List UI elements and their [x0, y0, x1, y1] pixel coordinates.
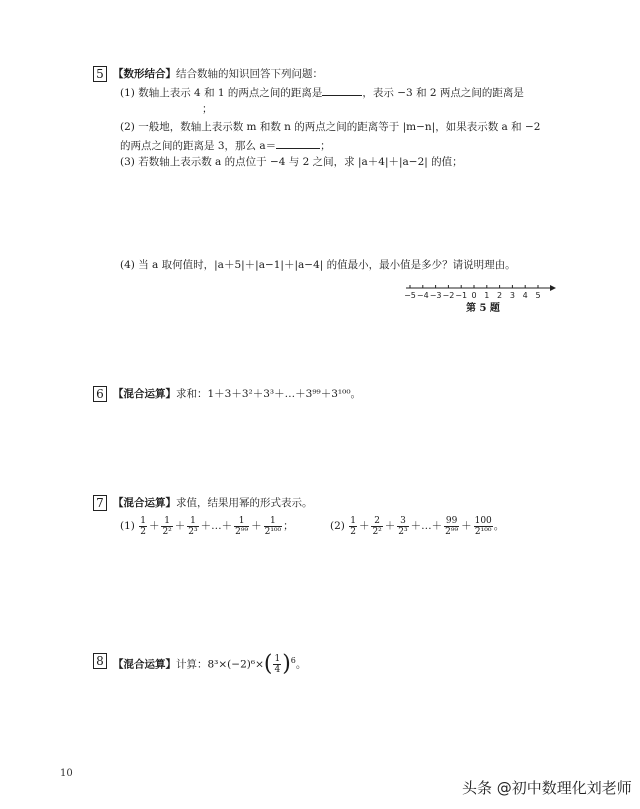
ellipsis-sum: ＋…＋: [410, 520, 443, 532]
figure-caption-5: 第 5 题: [466, 303, 500, 314]
question-number-6: 6: [93, 386, 107, 402]
number-line-arrow: [550, 285, 556, 291]
question-8-end: 。: [295, 658, 307, 671]
answer-blank-1: [322, 85, 362, 96]
question-7-part-1: [120, 515, 294, 537]
denominator: 2³: [398, 526, 408, 537]
watermark-text: 头条 @初中数理化刘老师: [462, 779, 632, 797]
numerator: 1: [350, 515, 356, 526]
question-6-tag: 【混合运算】: [113, 388, 176, 400]
page-number: 10: [60, 768, 73, 779]
number-line-tick-label: −4: [416, 291, 429, 300]
plus-sign: ＋: [251, 520, 262, 532]
ellipsis-sum: ＋…＋: [200, 520, 233, 532]
plus-sign: ＋: [148, 520, 160, 532]
numerator: 1: [234, 516, 249, 527]
question-5-part-1: [120, 85, 524, 100]
part-2-end: 。: [493, 520, 505, 532]
fraction: [139, 516, 147, 537]
number-line-tick-label: −5: [404, 291, 416, 300]
question-5-part-2-end: ；: [320, 140, 331, 152]
number-line-tick-label: −1: [455, 291, 468, 300]
numerator: 3: [397, 516, 408, 527]
question-7-body: 求值，结果用幂的形式表示。: [176, 497, 313, 509]
question-5-heading: [113, 67, 323, 81]
fraction: [234, 516, 249, 537]
denominator: 2: [140, 526, 146, 537]
denominator: 2¹⁰⁰: [474, 526, 492, 537]
question-8-text: [113, 648, 306, 678]
fraction: [264, 516, 283, 537]
number-line-tick-label: 4: [522, 291, 528, 300]
denominator: 2: [350, 526, 356, 537]
question-7-heading: [113, 496, 313, 510]
fraction: [444, 516, 459, 537]
question-number-7: 7: [93, 495, 107, 511]
fraction: [474, 516, 493, 537]
denominator: 2²: [372, 526, 382, 537]
part-2-label: (2): [330, 520, 345, 532]
numerator: 2: [371, 516, 382, 527]
denominator: 2⁹⁹: [445, 526, 459, 537]
numerator: 99: [445, 515, 458, 526]
part-1-label: (1): [120, 520, 135, 532]
question-7-part-2: [330, 515, 504, 537]
fraction: [161, 516, 172, 537]
plus-sign: ＋: [358, 520, 370, 532]
denominator: 2¹⁰⁰: [264, 526, 282, 537]
question-number-8: 8: [93, 653, 107, 669]
question-5-part-1-a: (1) 数轴上表示 4 和 1 的两点之间的距离是: [120, 87, 323, 99]
number-line-tick-label: 2: [497, 291, 503, 300]
question-5-part-2-a: (2) 一般地，数轴上表示数 m 和数 n 的两点之间的距离等于 |m−n|，如果表示数 a 和 −2: [120, 121, 541, 133]
numerator: 1: [161, 516, 172, 527]
question-5-part-1-b: ，表示 −3 和 2 两点之间的距离是: [362, 87, 524, 99]
numerator: 100: [474, 515, 492, 526]
numerator: 1: [140, 515, 146, 526]
number-line-tick-label: 0: [471, 291, 477, 300]
question-5-part-4: (4) 当 a 取何值时，|a＋5|＋|a−1|＋|a−4| 的值最小，最小值是多少？请说明理由。: [120, 259, 516, 271]
question-5-intro: 结合数轴的知识回答下列问题：: [176, 68, 323, 80]
left-paren: (: [263, 651, 273, 677]
question-5-part-2: [120, 138, 331, 153]
denominator: 2⁹⁹: [235, 526, 249, 537]
number-line-tick-label: 5: [535, 291, 541, 300]
question-6-body: 求和：1＋3＋3²＋3³＋…＋3⁹⁹＋3¹⁰⁰。: [176, 388, 362, 400]
denominator: 2³: [188, 526, 198, 537]
fraction: [371, 516, 382, 537]
plus-sign: ＋: [174, 520, 186, 532]
numerator: 1: [274, 654, 281, 664]
number-line-tick-label: 1: [484, 291, 490, 300]
fraction: [349, 516, 357, 537]
question-5-part-3: (3) 若数轴上表示数 a 的点位于 −4 与 2 之间，求 |a＋4|＋|a−2| 的值；: [120, 156, 463, 168]
question-8-tag: 【混合运算】: [113, 658, 176, 671]
number-line-tick-label: 3: [509, 291, 515, 300]
numerator: 1: [187, 516, 198, 527]
question-6-text: [113, 387, 361, 401]
question-7-tag: 【混合运算】: [113, 497, 176, 509]
plus-sign: ＋: [384, 520, 396, 532]
number-line-tick-label: −3: [429, 291, 442, 300]
question-5-tag: 【数形结合】: [113, 68, 176, 80]
answer-blank-2: [276, 138, 320, 149]
question-5-part-2-b: 的两点之间的距离是 3，那么 a＝: [120, 140, 277, 152]
fraction: [273, 654, 281, 675]
part-1-end: ；: [283, 520, 294, 532]
numerator: 1: [264, 516, 283, 527]
question-8-body: 计算：8³×(−2)⁶×: [176, 658, 264, 671]
right-paren: ): [282, 651, 291, 677]
question-5-part-1-end: ；: [202, 103, 213, 115]
fraction: [397, 516, 408, 537]
denominator: 2²: [162, 526, 172, 537]
denominator: 4: [274, 665, 281, 675]
number-line-tick-label: −2: [442, 291, 455, 300]
question-number-5: 5: [93, 66, 107, 82]
plus-sign: ＋: [461, 520, 472, 532]
exponent: 6: [290, 656, 296, 665]
fraction: [187, 516, 198, 537]
